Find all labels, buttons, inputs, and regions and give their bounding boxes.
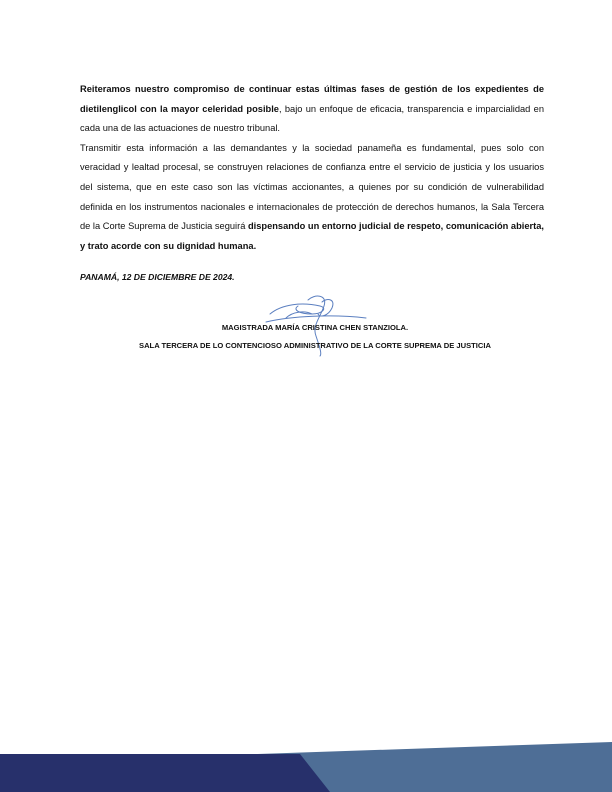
text-run: Transmitir esta información a las demandantes y la sociedad panameña es fundamental, pues solo con veracidad y lealtad procesal, se construyen relaciones de confianza entre el servicio de justicia y los usuarios del sistema, que en este caso son las víctimas accionantes, a quienes por su condición de vulnerabilidad definida en los instrumentos nacionales e internacionales de protección de derechos humanos, la Sala Tercera de la Corte Suprema de Justicia seguirá <box>80 142 544 232</box>
bold-text-run: dispensando un entorno judicial de respeto, comunicación abierta, y trato acorde con su dignidad humana. <box>80 221 544 251</box>
body-text <box>80 80 544 256</box>
text-run: , bajo un enfoque de eficacia, transparencia e imparcialidad en cada una de las actuaciones de nuestro tribunal. <box>80 103 544 134</box>
signatory-office-text: SALA TERCERA DE LO CONTENCIOSO ADMINISTRATIVO DE LA CORTE SUPREMA DE JUSTICIA <box>139 341 491 350</box>
footer-band-dark <box>0 754 330 792</box>
bold-text-run: Reiteramos nuestro compromiso de continuar estas últimas fases de gestión de los expedientes de dietilenglicol con la mayor celeridad posible <box>80 84 544 114</box>
signatory-name-text: MAGISTRADA MARÍA CRISTINA CHEN STANZIOLA. <box>221 323 409 332</box>
footer-band <box>0 740 612 792</box>
signatory-name <box>0 323 612 332</box>
paragraph-commitment <box>80 80 544 139</box>
signatory-office <box>0 341 612 350</box>
paragraph-transparency <box>80 139 544 257</box>
date-line: PANAMÁ, 12 DE DICIEMBRE DE 2024. <box>80 272 235 282</box>
